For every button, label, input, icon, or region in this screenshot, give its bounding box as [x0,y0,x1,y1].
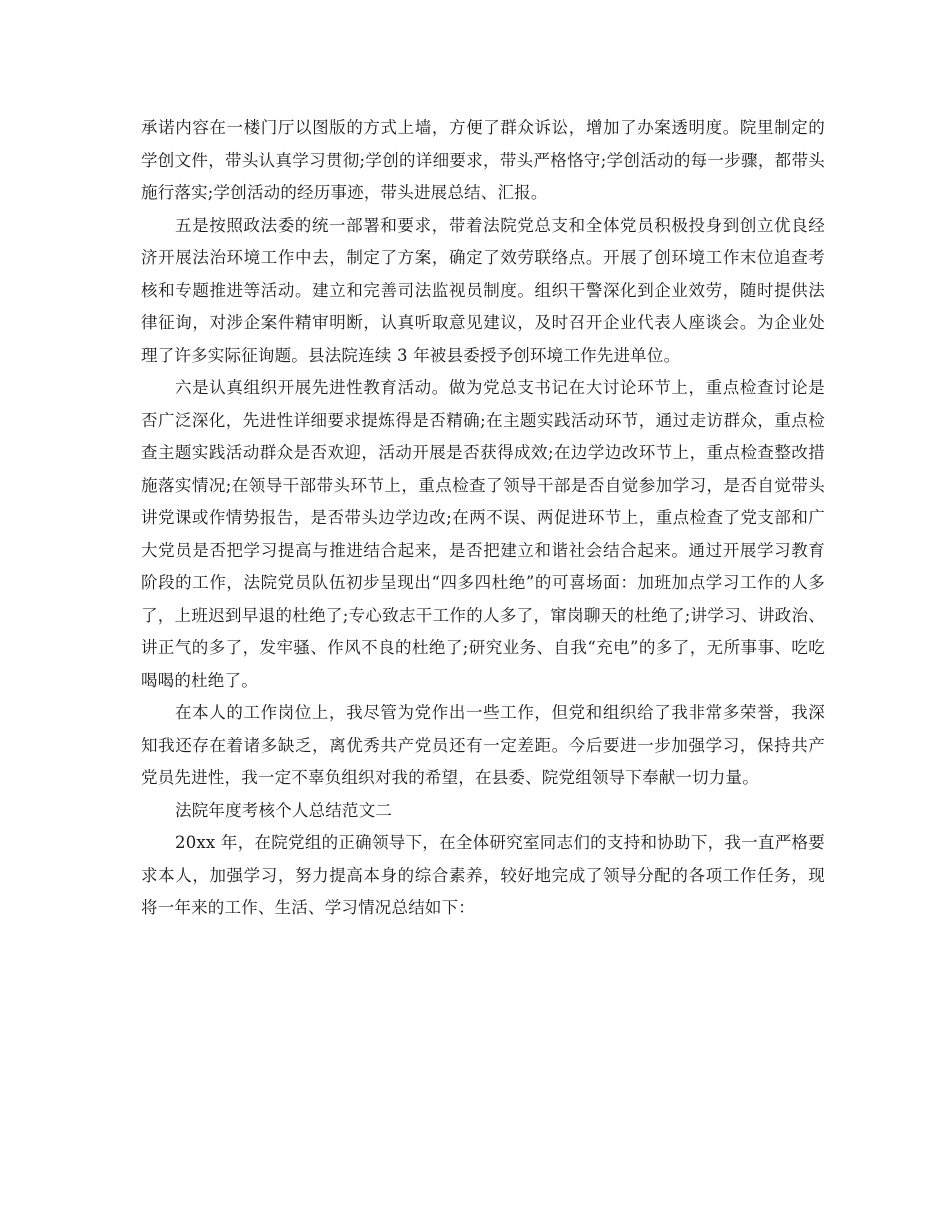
paragraph-point-six: 六是认真组织开展先进性教育活动。做为党总支书记在大讨论环节上，重点检查讨论是否广泛深化，先进性详细要求提炼得是否精确;在主题实践活动环节，通过走访群众，重点检查主题实践活动群众是否欢迎，活动开展是否获得成效;在边学边改环节上，重点检查整改措施落实情况;在领导干部带头环节上，重点检查了领导干部是否自觉参加学习，是否自觉带头讲党课或作情势报告，是否带头边学边改;在两不误、两促进环节上，重点检查了党支部和广大党员是否把学习提高与推进结合起来，是否把建立和谐社会结合起来。通过开展学习教育阶段的工作，法院党员队伍初步呈现出“四多四杜绝”的可喜场面：加班加点学习工作的人多了，上班迟到早退的杜绝了;专心致志干工作的人多了，窜岗聊天的杜绝了;讲学习、讲政治、讲正气的多了，发牢骚、作风不良的杜绝了;研究业务、自我“充电”的多了，无所事事、吃吃喝喝的杜绝了。 [141,378,825,690]
paragraph-conclusion: 在本人的工作岗位上，我尽管为党作出一些工作，但党和组织给了我非常多荣誉，我深知我还存在着诸多缺乏，离优秀共产党员还有一定差距。今后要进一步加强学习，保持共产党员先进性，我一定不辜负组织对我的希望，在县委、院党组领导下奉献一切力量。 [141,703,825,787]
document-page [141,112,825,925]
paragraph-continued: 承诺内容在一楼门厅以图版的方式上墙，方便了群众诉讼，增加了办案透明度。院里制定的学创文件，带头认真学习贯彻;学创的详细要求，带头严格恪守;学创活动的每一步骤，都带头施行落实;学创活动的经历事迹，带头进展总结、汇报。 [141,118,825,202]
paragraph-point-five: 五是按照政法委的统一部署和要求，带着法院党总支和全体党员积极投身到创立优良经济开展法治环境工作中去，制定了方案，确定了效劳联络点。开展了创环境工作末位追查考核和专题推进等活动。建立和完善司法监视员制度。组织干警深化到企业效劳，随时提供法律征询，对涉企案件精审明断，认真听取意见建议，及时召开企业代表人座谈会。为企业处理了许多实际征询题。县法院连续 3 年被县委授予创环境工作先进单位。 [141,215,825,365]
section-title: 法院年度考核个人总结范文二 [175,800,393,820]
paragraph-intro-second: 20xx 年，在院党组的正确领导下，在全体研究室同志们的支持和协助下，我一直严格要求本人，加强学习，努力提高本身的综合素养，较好地完成了领导分配的各项工作任务，现将一年来的工作、生活、学习情况总结如下： [141,833,825,917]
